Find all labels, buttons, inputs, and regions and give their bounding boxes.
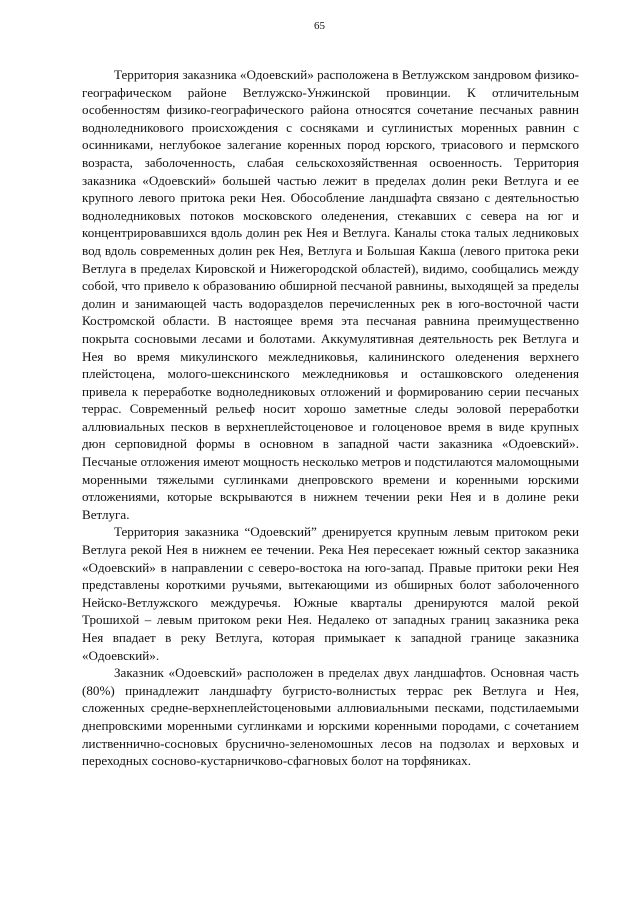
- paragraph-drainage: Территория заказника “Одоевский” дренируется крупным левым притоком реки Ветлуга рекой Нея в нижнем ее течении. Река Нея пересекает южный сектор заказника «Одоевский» в направлении с северо-востока на юго-запад. Правые притоки реки Нея представлены короткими ручьями, вытекающими из обширных болот заболоченного Нейско-Ветлужского междуречья. Южные кварталы дренируются малой рекой Трошихой – левым притоком реки Нея. Недалеко от западных границ заказника река Нея впадает в реку Ветлуга, которая примыкает к западной границе заказника «Одоевский».: [82, 524, 579, 663]
- paragraph-landscapes: Заказник «Одоевский» расположен в пределах двух ландшафтов. Основная часть (80%) принадлежит ландшафту бугристо-волнистых террас рек Ветлуга и Нея, сложенных средне-верхнеплейстоценовыми аллювиальными песками, подстилаемыми днепровскими моренными суглинками и юрскими коренными породами, с сочетанием лиственнично-сосновых бруснично-зеленомошных лесов на подзолах и верховых и переходных сосново-кустарничково-сфагновых болот на торфяниках.: [82, 665, 579, 769]
- paragraph-territory-physiography: Территория заказника «Одоевский» расположена в Ветлужском зандровом физико-географическом районе Ветлужско-Унжинской провинции. К отличительным особенностям физико-географического района относятся сочетание песчаных равнин водноледникового происхождения с сосняками и суглинистых моренных равнин с осинниками, неглубокое залегание коренных пород юрского, триасового и пермского возраста, заболоченность, слабая сельскохозяйственная освоенность. Территория заказника «Одоевский» большей частью лежит в пределах долин реки Ветлуга и ее крупного левого притока реки Нея. Обособление ландшафта связано с деятельностью водноледниковых потоков московского оледенения, стекавших с севера на юг и концентрировавшихся вдоль долин рек Нея и Ветлуга. Каналы стока талых ледниковых вод вдоль современных долин рек Нея, Ветлуга и Большая Какша (левого притока реки Ветлуга в пределах Кировской и Нижегородской областей), видимо, сообщались между собой, что привело к образованию обширной песчаной равнины, выходящей за пределы долин и занимающей часть водоразделов перечисленных рек в юго-восточной части Костромской области. В настоящее время эта песчаная равнина преимущественно покрыта сосновыми лесами и болотами. Аккумулятивная деятельность рек Ветлуга и Нея во время микулинского межледниковья, калининского оледенения верхнего плейстоцена, молого-шекснинского межледниковья и осташковского оледенения привела к переработке водноледниковых отложений и формированию серии песчаных террас. Современный рельеф носит хорошо заметные следы эоловой переработки аллювиальных песков в верхнеплейстоценовое и голоценовое время в виде крупных дюн серповидной формы в основном в западной части заказника «Одоевский». Песчаные отложения имеют мощность несколько метров и подстилаются маломощными моренными тяжелыми суглинками днепровского времени и коренными юрскими отложениями, которые вскрываются в нижнем течении реки Нея и в долине реки Ветлуга.: [82, 67, 579, 522]
- document-body: [82, 66, 579, 770]
- page-number: 65: [314, 20, 325, 32]
